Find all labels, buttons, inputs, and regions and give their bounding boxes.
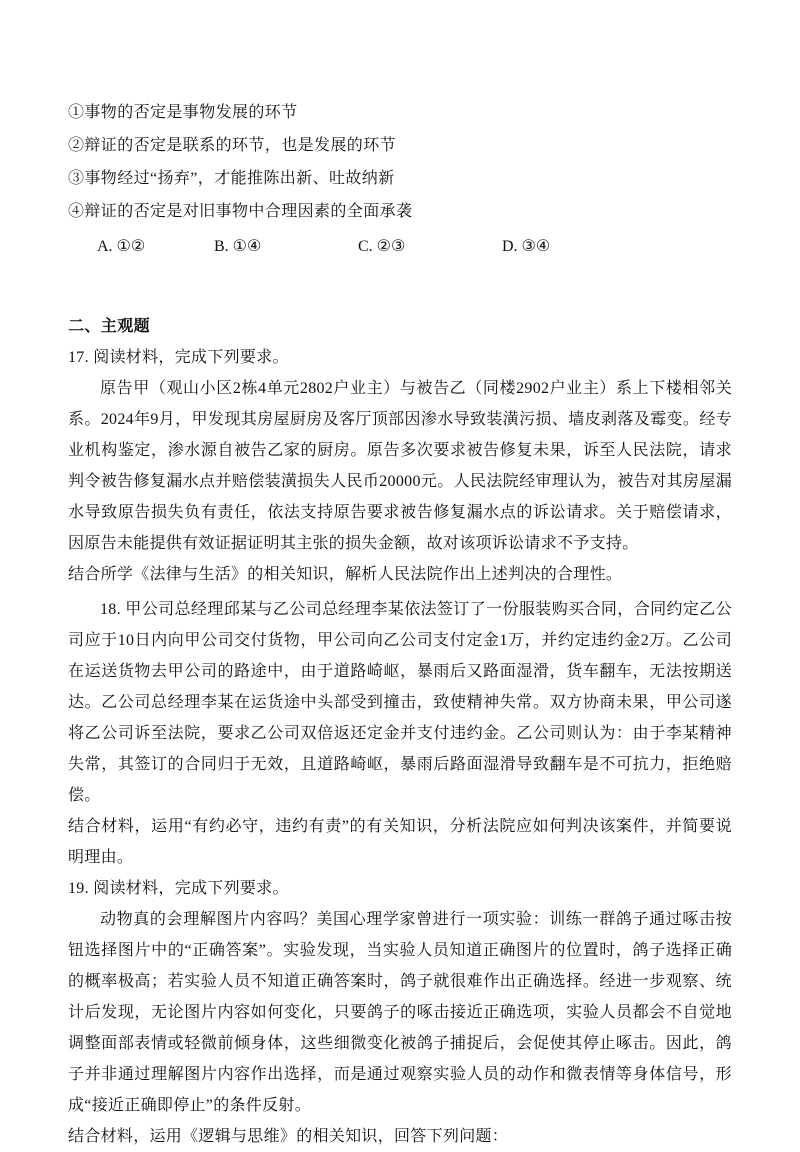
q17-task: 结合所学《法律与生活》的相关知识，解析人民法院作出上述判决的合理性。 <box>68 566 623 583</box>
mc-option-list <box>68 96 732 228</box>
choice-a: A. ①② <box>97 238 146 255</box>
mc-option-2: ②辩证的否定是联系的环节，也是发展的环节 <box>68 137 397 154</box>
q17-intro: 17. 阅读材料，完成下列要求。 <box>68 349 289 366</box>
q18-body: 18. 甲公司总经理邱某与乙公司总经理李某依法签订了一份服装购买合同，合同约定乙公司应于10日内向甲公司交付货物，甲公司向乙公司支付定金1万，并约定违约金2万。乙公司在运送货物去甲公司的路途中，由于道路崎岖，暴雨后又路面湿滑，货车翻车，无法按期送达。乙公司总经理李某在运货途中头部受到撞击，致使精神失常。双方协商未果，甲公司遂将乙公司诉至法院，要求乙公司双倍返还定金并支付违约金。乙公司则认为：由于李某精神失常，其签订的合同归于无效，且道路崎岖，暴雨后路面湿滑导致翻车是不可抗力，拒绝赔偿。 <box>68 601 732 804</box>
q19-task: 结合材料，运用《逻辑与思维》的相关知识，回答下列问题： <box>68 1128 509 1145</box>
choice-b: B. ①④ <box>214 238 262 255</box>
choice-c: C. ②③ <box>358 238 406 255</box>
choice-d: D. ③④ <box>502 238 551 255</box>
q19-body: 动物真的会理解图片内容吗？美国心理学家曾进行一项实验：训练一群鸽子通过啄击按钮选择图片中的“正确答案”。实验发现，当实验人员知道正确图片的位置时，鸽子选择正确的概率极高；若实验人员不知道正确答案时，鸽子就很难作出正确选择。经进一步观察、统计后发现，无论图片内容如何变化，只要鸽子的啄击接近正确选项，实验人员都会不自觉地调整面部表情或轻微前倾身体，这些细微变化被鸽子捕捉后，会促使其停止啄击。因此，鸽子并非通过理解图片内容作出选择，而是通过观察实验人员的动作和微表情等身体信号，形成“接近正确即停止”的条件反射。 <box>68 911 732 1114</box>
q19-intro: 19. 阅读材料，完成下列要求。 <box>68 880 289 897</box>
q18-task: 结合材料，运用“有约必守，违约有责”的有关知识，分析法院应如何判决该案件，并简要说明理由。 <box>68 818 732 866</box>
section-heading: 二、主观题 <box>68 318 151 335</box>
mc-option-3: ③事物经过“扬弃”，才能推陈出新、吐故纳新 <box>68 170 395 187</box>
mc-option-1: ①事物的否定是事物发展的环节 <box>68 104 298 121</box>
mc-answer-choices <box>68 230 732 263</box>
q17-body: 原告甲（观山小区2栋4单元2802户业主）与被告乙（同楼2902户业主）系上下楼相邻关系。2024年9月，甲发现其房屋厨房及客厅顶部因渗水导致装潢污损、墙皮剥落及霉变。经专业机构鉴定，渗水源自被告乙家的厨房。原告多次要求被告修复未果，诉至人民法院，请求判令被告修复漏水点并赔偿装潢损失人民币20000元。人民法院经审理认为，被告对其房屋漏水导致原告损失负有责任，依法支持原告要求被告修复漏水点的诉讼请求。关于赔偿请求，因原告未能提供有效证据证明其主张的损失金额，故对该项诉讼请求不予支持。 <box>68 380 732 552</box>
mc-option-4: ④辩证的否定是对旧事物中合理因素的全面承袭 <box>68 203 413 220</box>
